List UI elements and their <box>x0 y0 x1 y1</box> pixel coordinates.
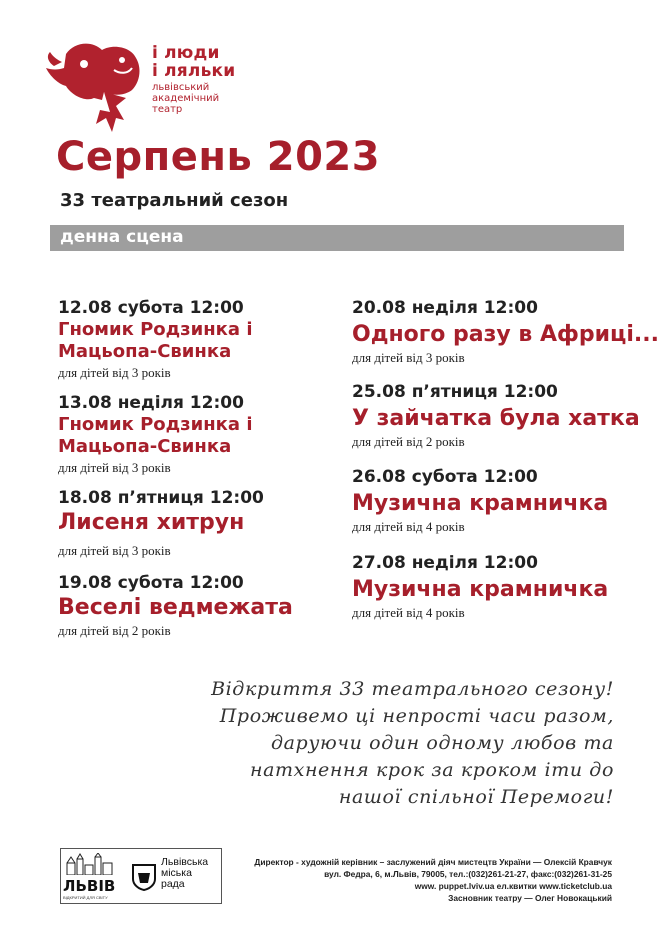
theatre-bird-logo-icon <box>44 40 154 132</box>
brand-line3: львівський <box>152 82 210 93</box>
council-line1: Львівська <box>161 856 209 868</box>
message-line: даруючи один одному любов та <box>270 732 614 754</box>
event-item <box>352 553 608 621</box>
coat-of-arms-icon <box>131 863 157 891</box>
event-date: 25.08 п’ятниця 12:00 <box>352 382 558 402</box>
event-item <box>58 488 264 559</box>
event-item <box>58 298 252 381</box>
council-line3: рада <box>161 878 185 890</box>
footer-address: вул. Федра, 6, м.Львів, 79005, тел.:(032)261-21-27, факс:(032)261-31-25 <box>324 869 612 879</box>
brand-line1: і люди <box>152 43 220 63</box>
brand-line2: і ляльки <box>152 61 236 81</box>
footer-founder: Засновник театру — Олег Новокацький <box>448 893 612 903</box>
event-age: для дітей від 3 років <box>352 350 465 365</box>
event-item <box>352 298 659 366</box>
event-age: для дітей від 4 років <box>352 519 465 534</box>
footer-director: Директор - художній керівник – заслужений діяч мистецтв України — Олексій Кравчук <box>254 857 612 867</box>
stage-bar <box>50 225 624 251</box>
season-subtitle: 33 театральний сезон <box>60 190 289 211</box>
event-age: для дітей від 3 років <box>58 365 171 380</box>
brand-line4: академічний <box>152 93 220 104</box>
city-skyline-icon <box>65 853 115 875</box>
event-date: 13.08 неділя 12:00 <box>58 393 244 413</box>
event-title: Музична крамничка <box>352 577 609 602</box>
event-item <box>58 393 252 476</box>
event-date: 19.08 субота 12:00 <box>58 573 244 593</box>
opening-message <box>150 676 614 811</box>
footer-web: www. puppet.lviv.ua ел.квитки www.ticketclub.ua <box>414 881 612 891</box>
event-age: для дітей від 3 років <box>58 460 171 475</box>
event-age: для дітей від 2 років <box>58 623 171 638</box>
event-title: Одного разу в Африці... <box>352 322 659 347</box>
council-label <box>161 857 208 890</box>
event-date: 20.08 неділя 12:00 <box>352 298 538 318</box>
message-line: Проживемо ці непрості часи разом, <box>219 705 614 727</box>
event-title-cont: Мацьопа-Свинка <box>58 341 232 362</box>
event-item <box>58 573 293 639</box>
event-title: Веселі ведмежата <box>58 595 293 620</box>
city-tagline: ВІДКРИТИЙ ДЛЯ СВІТУ <box>63 895 108 900</box>
event-title: У зайчатка була хатка <box>352 406 640 431</box>
event-title: Гномик Родзинка і <box>58 414 253 435</box>
event-date: 18.08 п’ятниця 12:00 <box>58 488 264 508</box>
event-title: Музична крамничка <box>352 491 609 516</box>
event-age: для дітей від 3 років <box>58 543 171 558</box>
event-title: Гномик Родзинка і <box>58 319 253 340</box>
event-date: 27.08 неділя 12:00 <box>352 553 538 573</box>
event-title: Лисеня хитрун <box>58 510 245 535</box>
message-line: натхнення крок за кроком іти до <box>249 759 614 781</box>
brand-block <box>152 44 235 115</box>
stage-label: денна сцена <box>60 227 184 247</box>
page-title: Серпень 2023 <box>56 134 381 180</box>
event-age: для дітей від 4 років <box>352 605 465 620</box>
city-name: ЛЬВІВ <box>63 877 116 895</box>
lviv-city-council-logo <box>60 848 222 904</box>
event-item <box>352 382 640 450</box>
event-title-cont: Мацьопа-Свинка <box>58 436 232 457</box>
message-line: нашої спільної Перемоги! <box>338 786 614 808</box>
event-date: 26.08 субота 12:00 <box>352 467 538 487</box>
event-item <box>352 467 608 535</box>
message-line: Відкриття 33 театрального сезону! <box>211 678 614 700</box>
brand-line5: театр <box>152 104 183 115</box>
council-line2: міська <box>161 867 192 879</box>
event-date: 12.08 субота 12:00 <box>58 298 244 318</box>
footer-info <box>228 856 612 904</box>
event-age: для дітей від 2 років <box>352 434 465 449</box>
